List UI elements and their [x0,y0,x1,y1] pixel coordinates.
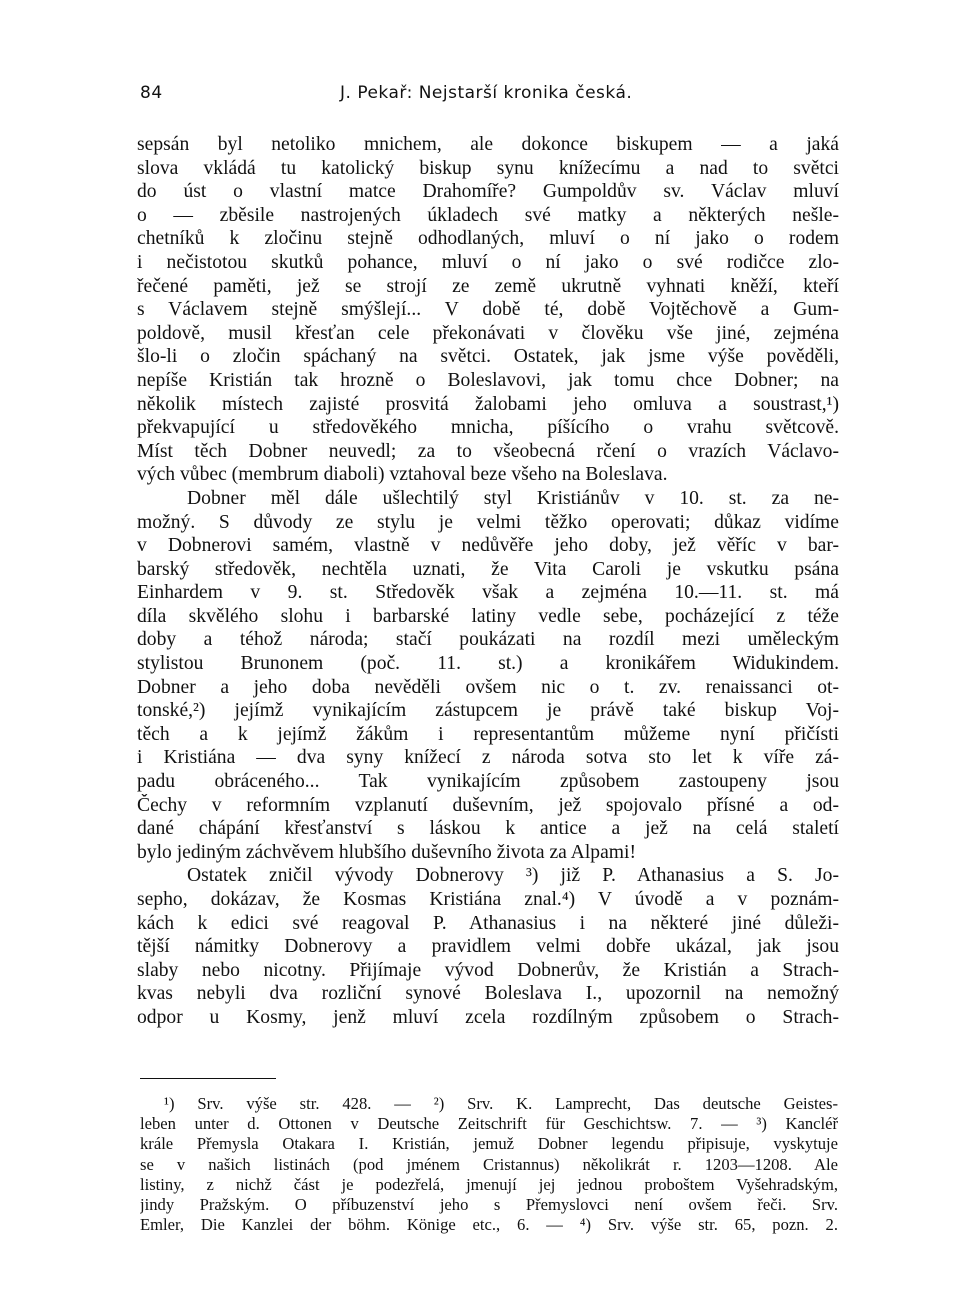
text-line: odpor u Kosmy, jenž mluví zcela rozdílným způsobem o Strach- [137,1006,839,1028]
text-line: tonské,²) jejímž vynikajícím zástupcem je právě také biskup Voj- [137,700,839,722]
text-line: sepho, dokázav, že Kosmas Kristiána znal.⁴) V úvodě a v poznám- [137,889,839,910]
text-line: stylistou Brunonem (poč. 11. st.) a kronikářem Widukindem. [137,653,839,675]
text-line: několik místech zajisté prosvitá žalobami jeho omluva a soustrast,¹) [137,393,839,415]
text-line: doby a téhož národa; stačí poukázati na rozdíl mezi uměleckým [137,629,839,651]
text-line: Dobner a jeho doba nevěděli ovšem nic o t. zv. renaissanci ot- [137,676,839,698]
text-line: Einhardem v 9. st. Středověk však a zejména 10.—11. st. má [137,582,839,604]
text-line: bylo jediným záchvěvem hlubšího duševního života za Alpami! [137,841,636,863]
text-line: vých vůbec (membrum diaboli) vztahoval beze všeho na Boleslava. [137,464,668,486]
text-line: kách k edici své reagoval P. Athanasius i na některé jiné důleži- [137,912,839,934]
text-line: Ostatek zničil vývody Dobnerovy ³) již P. Athanasius a S. Jo- [187,865,839,887]
text-line: poldově, musil křesťan cele překonávati v člověku vše jiné, zejména [137,322,839,344]
text-line: v Dobnerovi samém, vlastně v nedůvěře jeho doby, jež věříc v bar- [137,535,839,557]
text-line: Dobner měl dále ušlechtilý styl Kristiánův v 10. st. za ne- [187,487,839,509]
text-line: o — zběsile nastrojených úkladech své matky a některých nešle- [137,204,839,226]
text-line: nepíše Kristián tak hrozně o Boleslavovi, jak tomu chce Dobner; na [137,369,839,391]
text-line: řečené paměti, jež se strojí ze země ukrutně vyhnati kněží, kteří [137,275,839,297]
footnote-line: Emler, Die Kanzlei der böhm. Könige etc., 6. — ⁴) Srv. výše str. 65, pozn. 2. [140,1215,838,1235]
text-line: sepsán byl netoliko mnichem, ale dokonce biskupem — a jaká [137,134,839,155]
footnote-line: listiny, z nichž část je podezřelá, jmenují jej jednou proboštem Vyšehradským, [140,1174,838,1194]
text-line: i Kristiána — dva syny knížecí z národa sotva sto let k víře zá- [137,747,839,769]
text-line: šlo-li o zločin spáchaný na světci. Ostatek, jak jsme výše pověděli, [137,346,839,368]
footnote-line: ¹) Srv. výše str. 428. — ²) Srv. K. Lamprecht, Das deutsche Geistes- [164,1094,838,1113]
page-number: 84 [140,83,163,103]
text-line: těch a k jejímž žákům i representantům můžeme nyní přičísti [137,723,839,745]
footnote-divider [140,1078,276,1079]
footnotes [140,1094,838,1235]
text-line: Čechy v reformním vzplanutí duševním, jež spojovalo přísné a od- [137,794,839,816]
text-line: možný. S důvody ze stylu je velmi těžko operovati; důkaz vidíme [137,511,839,533]
text-line: dané chápání křesťanství s láskou k antice a jež na celá staletí [137,818,839,840]
running-title: J. Pekař: Nejstarší kronika česká. [340,83,633,103]
text-line: kvas nebyli dva rozliční synové Boleslava I., upozornil na nemožný [137,983,839,1005]
text-line: i nečistotou skutků pohance, mluví o ní jako o své rodičce zlo- [137,251,839,273]
text-line: barský středověk, nechtěla uznati, že Vita Caroli je vskutku psána [137,558,839,580]
text-line: s Václavem stejně smýšlejí... V době té, době Vojtěchově a Gum- [137,299,839,321]
footnote-line: jindy Pražským. O příbuzenství jeho s Přemyslovci není ovšem řeči. Srv. [140,1194,838,1214]
text-line: tější námitky Dobnerovy a pravidlem velmi dobře ukázal, jak jsou [137,936,839,958]
text-line: chetníků k zločinu stejně odhodlaných, mluví o ní jako o rodem [137,228,839,250]
body-text [137,133,839,1030]
running-head [140,83,840,107]
text-line: slova vkládá tu katolický biskup synu knížecímu a nad to světci [137,157,839,179]
text-line: slaby nebo nicotny. Přijímaje vývod Dobnerův, že Kristián a Strach- [137,959,839,981]
footnote-line: krále Přemysla Otakara I. Kristián, jemuž Dobner legendu připisuje, vyskytuje [140,1134,838,1154]
text-line: padu obráceného... Tak vynikajícím způsobem zastoupeny jsou [137,771,839,793]
text-line: díla skvělého slohu i barbarské latiny vedle sebe, pocházející z téže [137,605,839,627]
footnote-line: se v našich listinách (pod jménem Cristannus) několikrát r. 1203—1208. Ale [140,1154,838,1174]
text-line: do úst o vlastní matce Drahomíře? Gumpoldův sv. Václav mluví [137,181,839,203]
text-line: překvapující u středověkého mnicha, píšícího o vrahu světcově. [137,417,839,439]
text-line: Míst těch Dobner neuvedl; za to všeobecná rčení o vrazích Václavo- [137,440,839,462]
footnote-line: leben unter d. Ottonen v Deutsche Zeitschrift für Geschichtsw. 7. — ³) Kancléř [140,1114,838,1134]
